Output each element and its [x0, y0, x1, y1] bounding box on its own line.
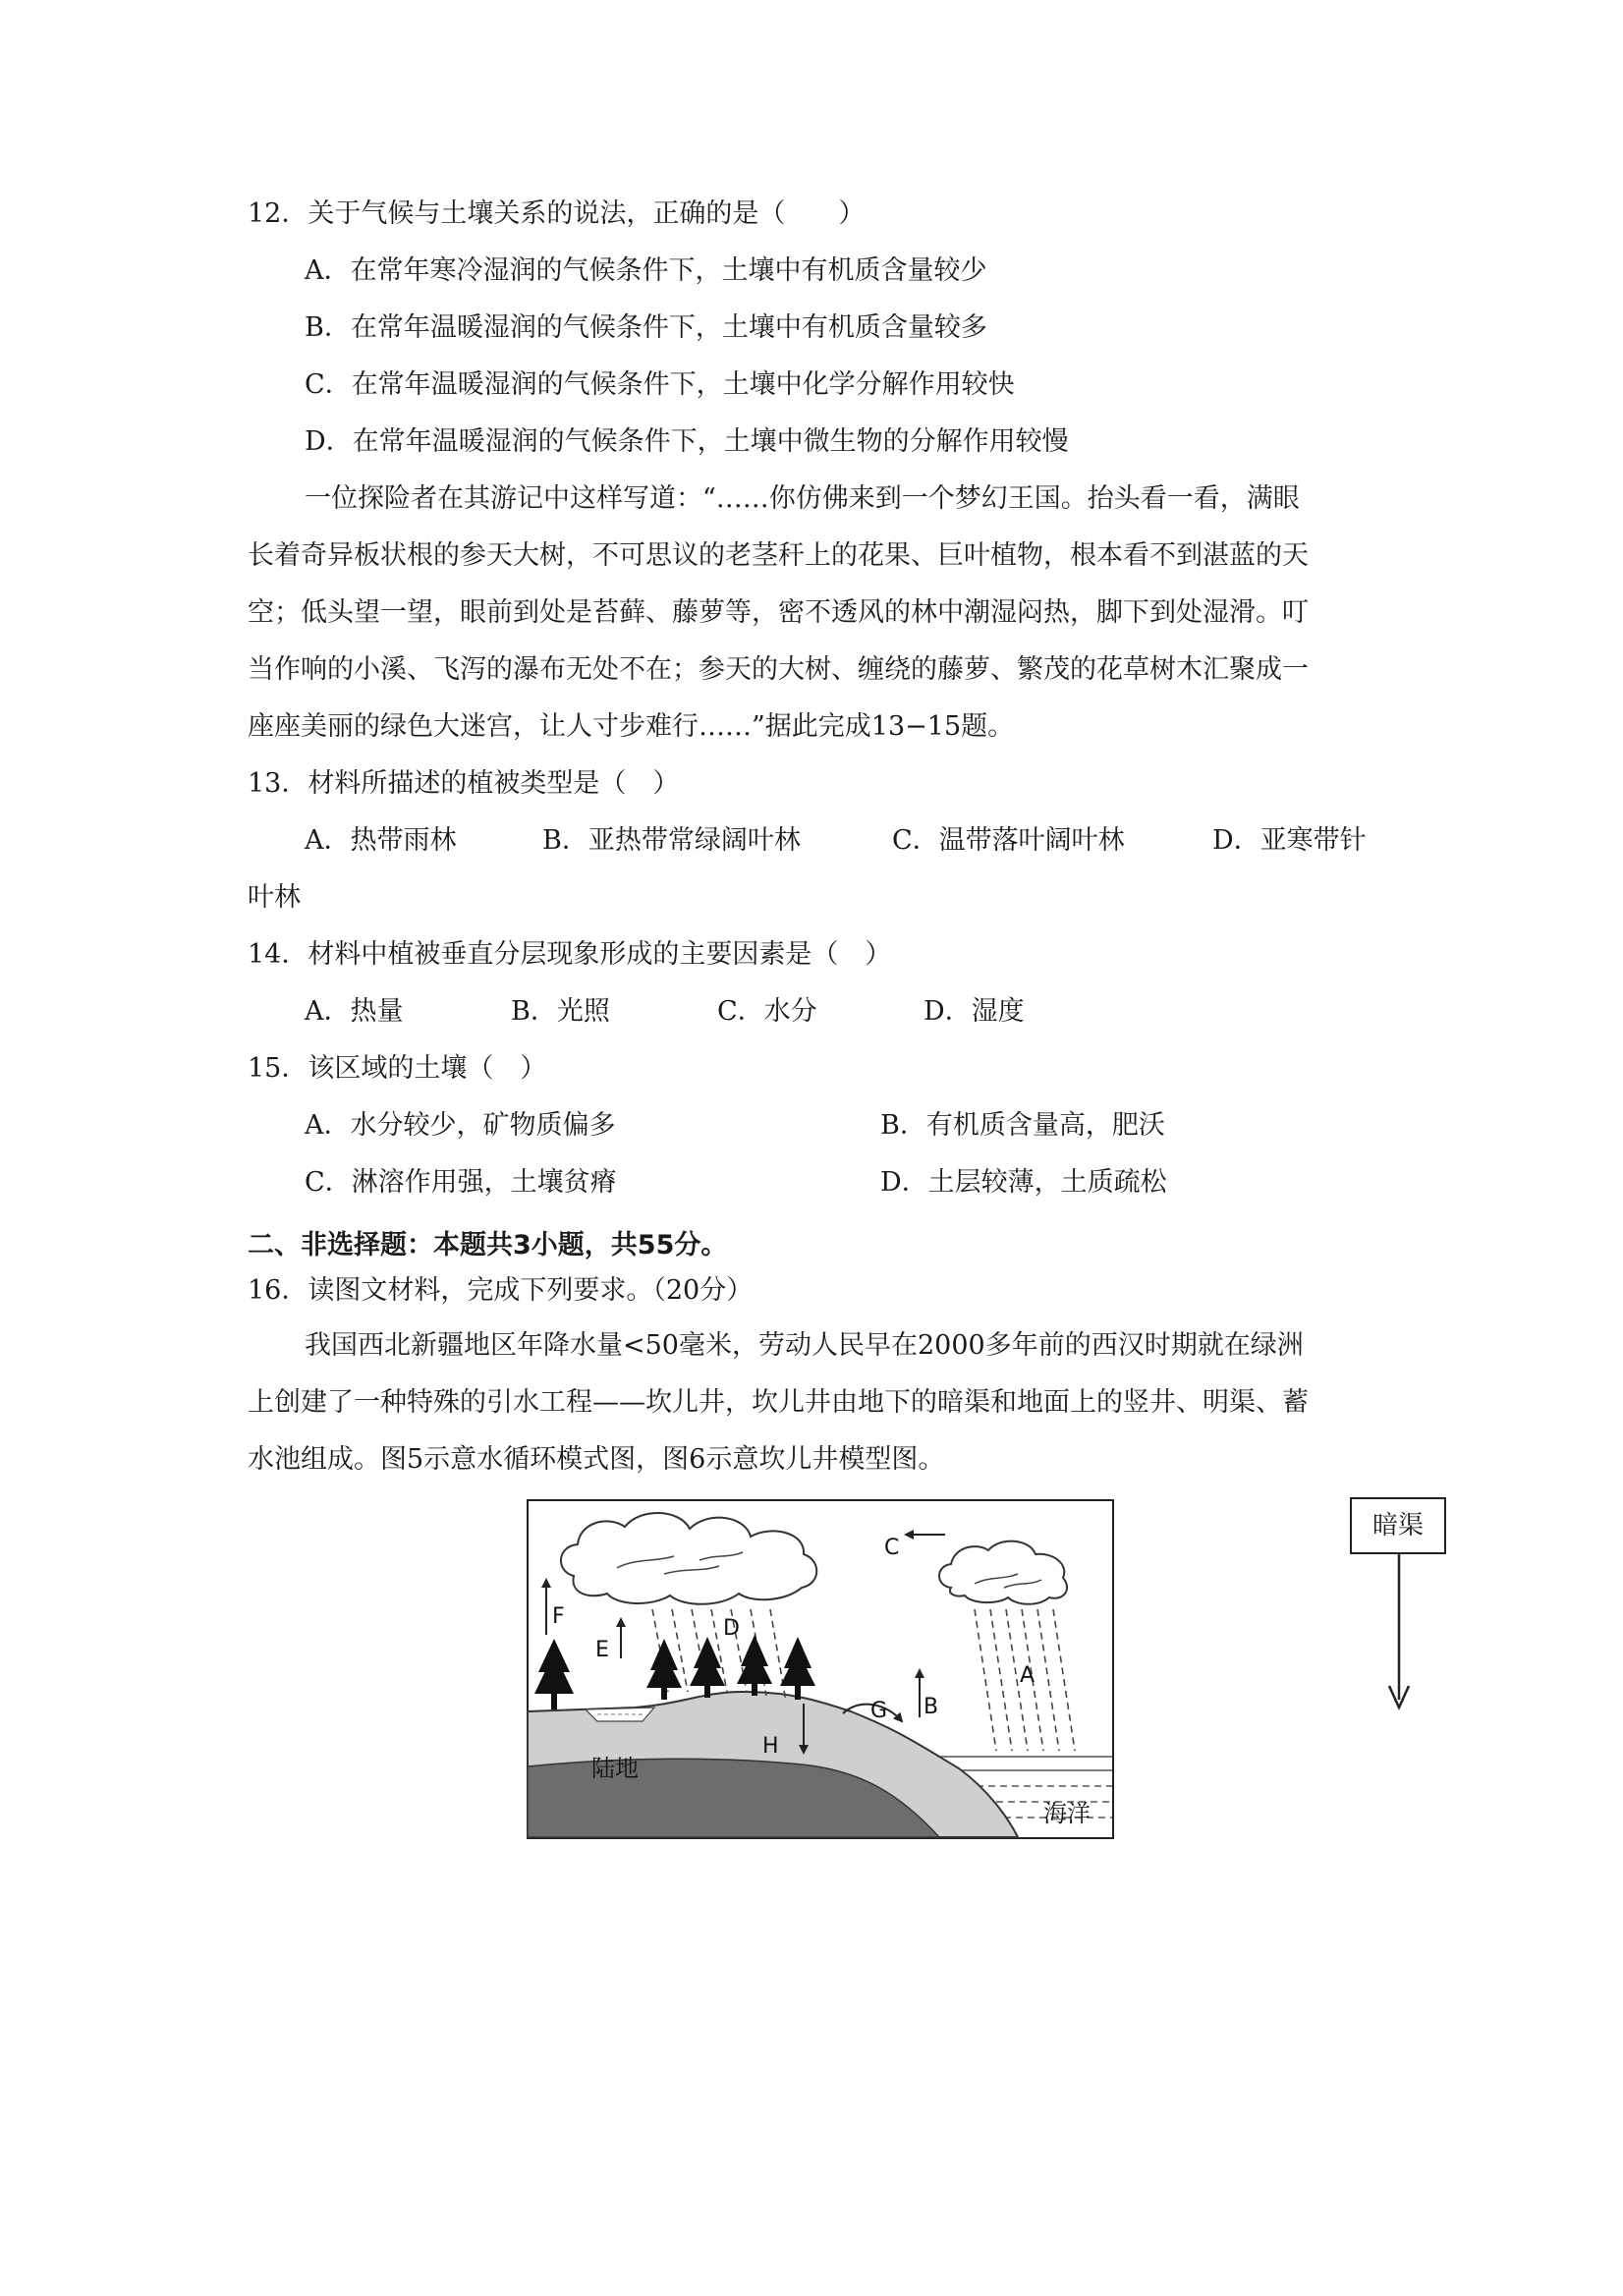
q12-option-b: B．在常年温暖湿润的气候条件下，土壤中有机质含量较多	[305, 312, 987, 343]
q13-option-c: C．温带落叶阔叶林	[892, 825, 1125, 856]
q16-line-1: 我国西北新疆地区年降水量<50毫米，劳动人民早在2000多年前的西汉时期就在绿洲	[305, 1330, 1304, 1361]
passage-line-1: 一位探险者在其游记中这样写道：“……你仿佛来到一个梦幻王国。抬头看一看，满眼	[305, 483, 1300, 514]
q16-line-2: 上创建了一种特殊的引水工程——坎儿井，坎儿井由地下的暗渠和地面上的竖井、明渠、蓄	[248, 1387, 1309, 1418]
q15-option-d: D．土层较薄，土质疏松	[880, 1167, 1167, 1198]
passage-line-3: 空；低头望一望，眼前到处是苔藓、藤萝等，密不透风的林中潮湿闷热，脚下到处湿滑。叮	[248, 597, 1309, 628]
label-d: D	[723, 1616, 740, 1641]
q12-option-d: D．在常年温暖湿润的气候条件下，土壤中微生物的分解作用较慢	[305, 426, 1069, 457]
down-arrow-icon	[1385, 1554, 1413, 1711]
q14-option-b: B．光照	[511, 996, 610, 1027]
q12-option-a: A．在常年寒冷湿润的气候条件下，土壤中有机质含量较少	[305, 255, 987, 286]
q15-stem: 15．该区域的土壤（ ）	[248, 1053, 547, 1084]
label-land: 陆地	[591, 1755, 639, 1782]
q14-option-a: A．热量	[305, 996, 404, 1027]
q14-option-c: C．水分	[717, 996, 817, 1027]
q15-option-a: A．水分较少，矿物质偏多	[305, 1110, 616, 1141]
label-b: B	[923, 1695, 939, 1719]
q15-option-b: B．有机质含量高，肥沃	[880, 1110, 1165, 1141]
q16-stem: 16．读图文材料，完成下列要求。（20分）	[248, 1275, 754, 1306]
q12-stem: 12．关于气候与土壤关系的说法，正确的是（ ）	[248, 198, 866, 229]
passage-line-5: 座座美丽的绿色大迷宫，让人寸步难行……”据此完成13−15题。	[248, 711, 1015, 742]
label-f: F	[552, 1604, 565, 1629]
q13-option-a: A．热带雨林	[305, 825, 457, 856]
q16-line-3: 水池组成。图5示意水循环模式图，图6示意坎儿井模型图。	[248, 1444, 945, 1475]
label-g: G	[870, 1699, 888, 1723]
section-heading: 二、非选择题：本题共3小题，共55分。	[248, 1230, 728, 1260]
label-ocean: 海洋	[1043, 1800, 1091, 1827]
label-h: H	[762, 1734, 779, 1759]
anqu-label-box: 暗渠	[1350, 1497, 1446, 1554]
label-c: C	[884, 1536, 900, 1560]
q13-option-d: D．亚寒带针	[1212, 825, 1367, 856]
passage-line-4: 当作响的小溪、飞泻的瀑布无处不在；参天的大树、缠绕的藤萝、繁茂的花草树木汇聚成一	[248, 654, 1309, 685]
q14-option-d: D．湿度	[923, 996, 1025, 1027]
q13-option-d-wrap: 叶林	[248, 882, 301, 913]
water-cycle-figure	[527, 1499, 1114, 1839]
q15-option-c: C．淋溶作用强，土壤贫瘠	[305, 1167, 617, 1198]
q14-stem: 14．材料中植被垂直分层现象形成的主要因素是（ ）	[248, 939, 892, 970]
passage-line-2: 长着奇异板状根的参天大树，不可思议的老茎秆上的花果、巨叶植物，根本看不到湛蓝的天	[248, 540, 1309, 571]
q13-option-b: B．亚热带常绿阔叶林	[542, 825, 801, 856]
q12-option-c: C．在常年温暖湿润的气候条件下，土壤中化学分解作用较快	[305, 369, 1015, 400]
label-e: E	[595, 1638, 609, 1662]
q13-stem: 13．材料所描述的植被类型是（ ）	[248, 768, 680, 799]
label-a: A	[1020, 1663, 1035, 1688]
